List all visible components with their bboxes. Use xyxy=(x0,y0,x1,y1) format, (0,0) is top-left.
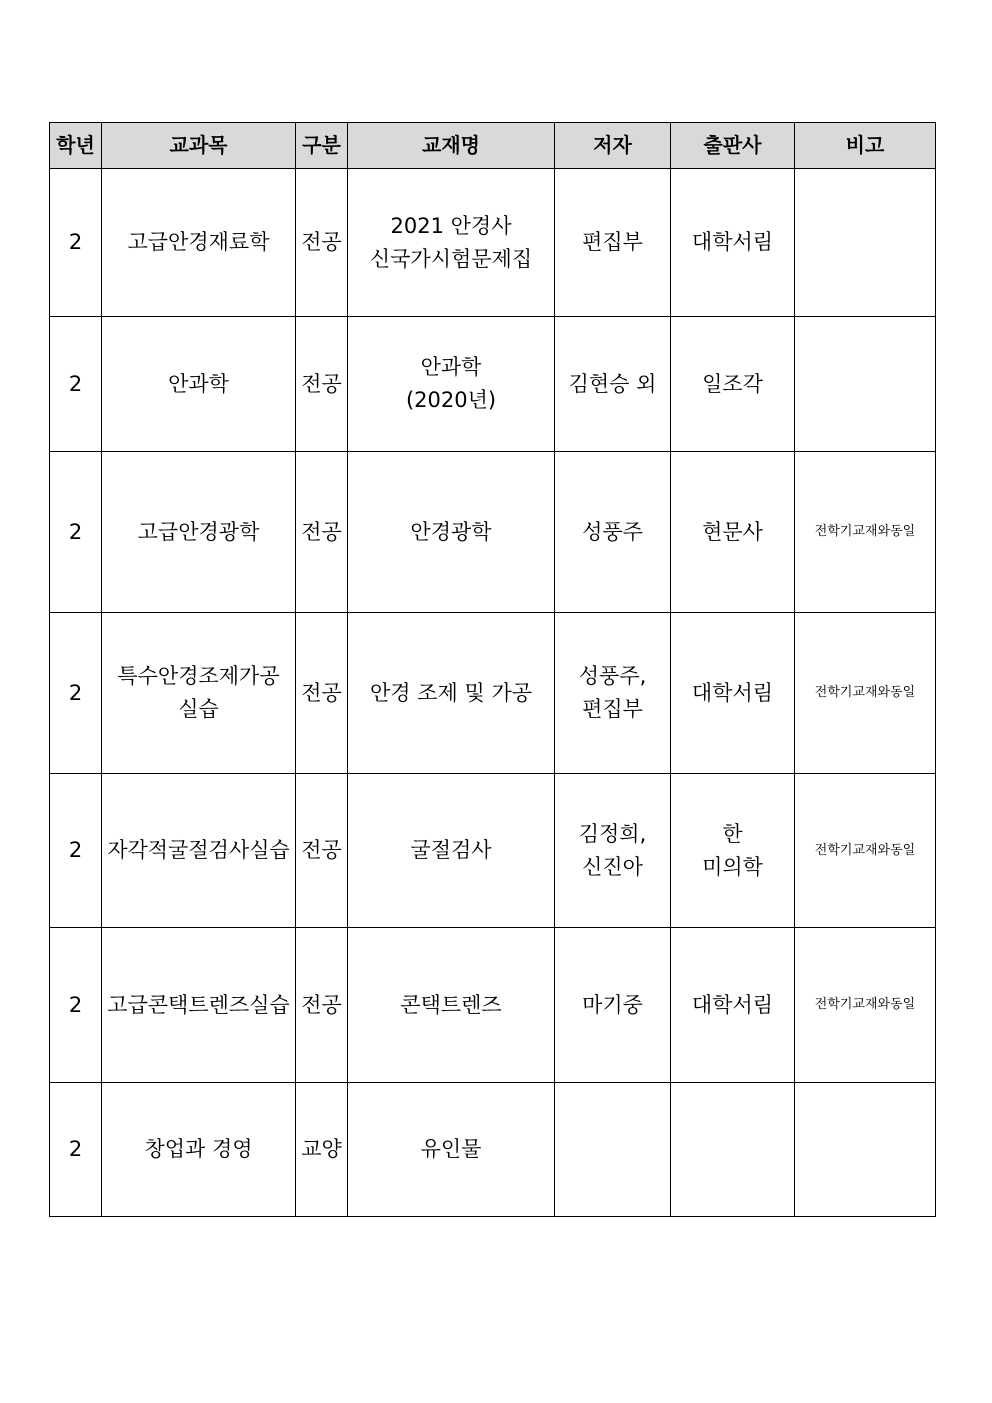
cell-publisher: 현문사 xyxy=(671,452,795,613)
header-textbook: 교재명 xyxy=(348,123,555,169)
cell-note xyxy=(795,317,936,452)
cell-note: 전학기교재와동일 xyxy=(795,774,936,928)
header-author: 저자 xyxy=(555,123,671,169)
cell-note: 전학기교재와동일 xyxy=(795,928,936,1083)
cell-textbook: 안경광학 xyxy=(348,452,555,613)
header-row xyxy=(50,123,936,169)
cell-grade: 2 xyxy=(50,1083,102,1217)
table-row xyxy=(50,774,936,928)
cell-textbook: 굴절검사 xyxy=(348,774,555,928)
table-row xyxy=(50,317,936,452)
cell-author: 성풍주 xyxy=(555,452,671,613)
cell-category: 전공 xyxy=(296,928,348,1083)
cell-author: 성풍주, 편집부 xyxy=(555,613,671,774)
cell-note: 전학기교재와동일 xyxy=(795,452,936,613)
cell-subject: 안과학 xyxy=(102,317,296,452)
cell-publisher: 대학서림 xyxy=(671,613,795,774)
cell-subject: 고급안경재료학 xyxy=(102,169,296,317)
cell-grade: 2 xyxy=(50,774,102,928)
cell-subject: 고급콘택트렌즈실습 xyxy=(102,928,296,1083)
cell-author xyxy=(555,1083,671,1217)
table-row xyxy=(50,1083,936,1217)
table-row xyxy=(50,169,936,317)
cell-author: 김현승 외 xyxy=(555,317,671,452)
cell-subject: 특수안경조제가공 실습 xyxy=(102,613,296,774)
cell-author: 마기중 xyxy=(555,928,671,1083)
table-row xyxy=(50,452,936,613)
header-grade: 학년 xyxy=(50,123,102,169)
cell-grade: 2 xyxy=(50,317,102,452)
header-subject: 교과목 xyxy=(102,123,296,169)
cell-subject: 창업과 경영 xyxy=(102,1083,296,1217)
cell-grade: 2 xyxy=(50,169,102,317)
cell-subject: 자각적굴절검사실습 xyxy=(102,774,296,928)
cell-publisher: 대학서림 xyxy=(671,169,795,317)
cell-note: 전학기교재와동일 xyxy=(795,613,936,774)
cell-author: 편집부 xyxy=(555,169,671,317)
cell-textbook: 안경 조제 및 가공 xyxy=(348,613,555,774)
textbook-table xyxy=(49,122,936,1217)
header-publisher: 출판사 xyxy=(671,123,795,169)
cell-category: 전공 xyxy=(296,452,348,613)
cell-textbook: 유인물 xyxy=(348,1083,555,1217)
header-note: 비고 xyxy=(795,123,936,169)
cell-publisher: 대학서림 xyxy=(671,928,795,1083)
cell-publisher: 한 미의학 xyxy=(671,774,795,928)
cell-textbook: 안과학 (2020년) xyxy=(348,317,555,452)
cell-category: 전공 xyxy=(296,169,348,317)
cell-grade: 2 xyxy=(50,613,102,774)
cell-textbook: 콘택트렌즈 xyxy=(348,928,555,1083)
table-row xyxy=(50,928,936,1083)
cell-grade: 2 xyxy=(50,452,102,613)
cell-category: 전공 xyxy=(296,613,348,774)
cell-grade: 2 xyxy=(50,928,102,1083)
cell-textbook: 2021 안경사 신국가시험문제집 xyxy=(348,169,555,317)
cell-note xyxy=(795,1083,936,1217)
cell-subject: 고급안경광학 xyxy=(102,452,296,613)
table-row xyxy=(50,613,936,774)
cell-category: 전공 xyxy=(296,317,348,452)
cell-category: 교양 xyxy=(296,1083,348,1217)
cell-category: 전공 xyxy=(296,774,348,928)
cell-publisher: 일조각 xyxy=(671,317,795,452)
cell-publisher xyxy=(671,1083,795,1217)
header-category: 구분 xyxy=(296,123,348,169)
cell-note xyxy=(795,169,936,317)
cell-author: 김정희, 신진아 xyxy=(555,774,671,928)
